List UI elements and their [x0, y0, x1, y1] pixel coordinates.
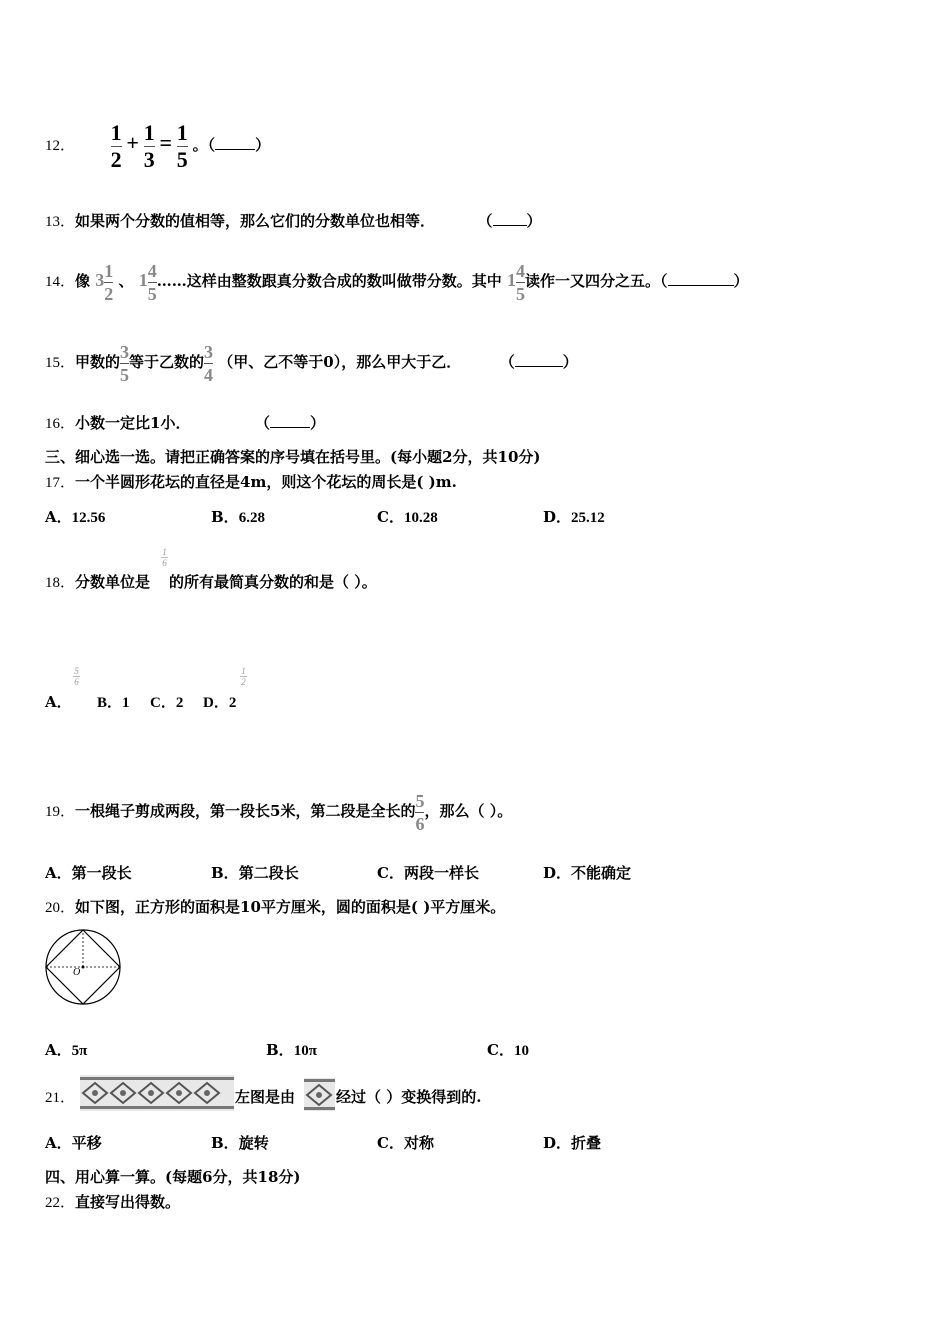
question-text: 如下图，正方形的面积是10平方厘米，圆的面积是( )平方厘米。	[75, 898, 506, 916]
question-14: 14．像 3 $\frac{1}{2}$ 、 1 $\frac{4}{5}$ ……这样由整数跟真分数合成的数叫做带分数。其中 1 $\frac{4}{5}$ 读作一又四分之五。（ ）	[45, 260, 749, 304]
question-21-number: 21．	[45, 1090, 76, 1106]
small-fraction: 5 6	[74, 666, 79, 687]
option-d[interactable]: D．折叠	[543, 1134, 602, 1152]
mixed-number-fraction: $\frac{4}{5}$	[516, 260, 525, 304]
option-b[interactable]: B．6.28	[211, 508, 265, 526]
question-22	[45, 1192, 180, 1213]
question-number: 19．	[45, 804, 76, 820]
mixed-number-fraction: $\frac{4}{5}$	[147, 260, 157, 304]
question-12: 12． $\frac{1}{2}$ + $\frac{1}{3}$ = $\frac{1}{5}$ 。（ ）	[45, 119, 271, 172]
question-19: 19．一根绳子剪成两段，第一段长5米，第二段是全长的 $\frac{5}{6}$ ，那么（ ）。	[45, 790, 513, 834]
question-18: 18．分数单位是	[45, 573, 151, 591]
question-16: 16．小数一定比1小． （ ）	[45, 414, 325, 432]
question-18-tail: 的所有最简真分数的和是（ ）。	[169, 573, 377, 591]
question-13: 13．如果两个分数的值相等，那么它们的分数单位也相等． （ ）	[45, 212, 542, 230]
question-text: 直接写出得数。	[75, 1193, 181, 1211]
question-number: 20．	[45, 900, 76, 916]
option-b[interactable]: B．第二段长	[211, 864, 299, 882]
question-text: 小数一定比1小．	[75, 414, 191, 432]
small-fraction: 1 6	[162, 547, 167, 568]
question-number: 18．	[45, 575, 76, 591]
question-number: 13．	[45, 214, 76, 230]
question-number: 14．	[45, 274, 76, 290]
option-a[interactable]: A．	[45, 693, 72, 711]
option-a[interactable]: A．5π	[45, 1041, 88, 1059]
question-number: 17．	[45, 475, 76, 491]
option-c[interactable]: C．2	[150, 695, 184, 711]
option-c[interactable]: C．10.28	[377, 508, 438, 526]
option-a[interactable]: A．12.56	[45, 508, 106, 526]
question-number: 22．	[45, 1195, 76, 1211]
fraction: $\frac{1}{5}$	[176, 119, 188, 172]
option-a[interactable]: A．第一段长	[45, 864, 132, 882]
circle-square-figure	[43, 927, 123, 1007]
equals-sign: =	[159, 130, 173, 155]
question-text: 一个半圆形花坛的直径是4m，则这个花坛的周长是( )m.	[75, 473, 457, 491]
option-c[interactable]: C．两段一样长	[377, 864, 479, 882]
option-b[interactable]: B．10π	[266, 1041, 317, 1059]
plus-sign: +	[126, 130, 139, 155]
answer-blank[interactable]	[493, 211, 527, 226]
fraction: $\frac{1}{3}$	[143, 119, 155, 172]
answer-blank[interactable]	[215, 135, 255, 150]
option-b[interactable]: B．旋转	[211, 1134, 269, 1152]
mixed-number-fraction: $\frac{1}{2}$	[104, 260, 114, 304]
section-heading: 四、用心算一算。(每题6分，共18分)	[45, 1168, 301, 1186]
question-17	[45, 472, 457, 493]
option-d[interactable]: D．2	[203, 695, 237, 711]
question-number: 16．	[45, 416, 76, 432]
option-c[interactable]: C．10	[487, 1041, 529, 1059]
pattern-strip-image	[80, 1075, 234, 1111]
section-heading: 三、细心选一选。请把正确答案的序号填在括号里。(每小题2分，共10分)	[45, 448, 541, 466]
question-21-text2: 经过（ ）变换得到的.	[336, 1088, 482, 1106]
option-b[interactable]: B．1	[97, 695, 130, 711]
answer-blank[interactable]	[270, 413, 310, 428]
question-15: 15．甲数的 $\frac{3}{5}$ 等于乙数的 $\frac{3}{4}$ （甲、乙不等于0），那么甲大于乙． （ ）	[45, 341, 578, 385]
center-label: O	[73, 967, 81, 978]
question-20	[45, 897, 505, 918]
answer-blank[interactable]	[515, 352, 563, 367]
question-number: 15．	[45, 355, 76, 371]
question-number: 12．	[45, 138, 76, 154]
option-d[interactable]: D．不能确定	[543, 864, 632, 882]
pattern-unit-image	[304, 1078, 335, 1111]
fraction: $\frac{1}{2}$	[110, 119, 122, 172]
fraction: $\frac{3}{4}$	[204, 341, 214, 385]
option-c[interactable]: C．对称	[377, 1134, 434, 1152]
fraction: $\frac{3}{5}$	[120, 341, 130, 385]
answer-blank[interactable]	[668, 271, 734, 286]
fraction: $\frac{5}{6}$	[415, 790, 425, 834]
question-21-text1: 左图是由	[235, 1088, 296, 1106]
question-text: 如果两个分数的值相等，那么它们的分数单位也相等．	[75, 212, 436, 230]
option-d[interactable]: D．25.12	[543, 508, 605, 526]
small-fraction: 1 2	[241, 666, 246, 687]
option-a[interactable]: A．平移	[45, 1134, 102, 1152]
